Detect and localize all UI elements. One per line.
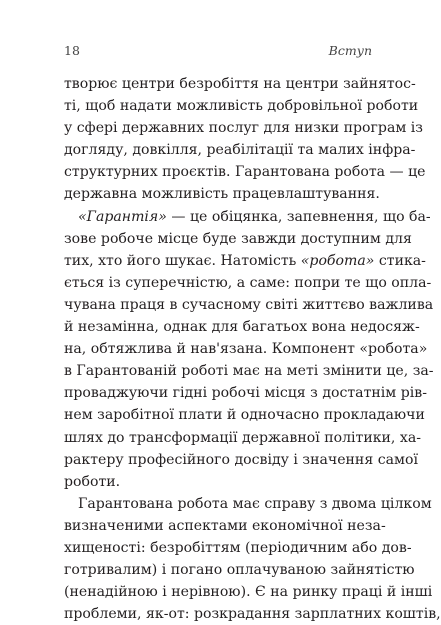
text-line: проваджуючи гідні робочі місця з достатнім рів- (64, 385, 427, 402)
text-line: творює центри безробіття на центри зайнятос- (64, 76, 416, 92)
text-line: хищеності: безробіттям (періодичним або дов- (64, 539, 412, 556)
body-text (64, 73, 441, 625)
page-number: 18 (64, 43, 80, 58)
text-line: тих, хто його шукає. Натомість «робота» стика- (64, 252, 426, 269)
text-line: шлях до трансформації державної політики, ха- (64, 429, 422, 446)
text-line: (ненадійною і нерівною). Є на ринку праці й інші (64, 584, 433, 601)
text-line: й незамінна, однак для багатьох вона недосяж- (64, 319, 420, 336)
text-line: Гарантована робота має справу з двома цілком (78, 495, 432, 512)
text-line: ється із суперечністю, а саме: попри те що опла- (64, 274, 432, 291)
section-title: Вступ (328, 43, 372, 58)
text-line: рактеру професійного досвіду і значення самої (64, 451, 418, 468)
running-header (64, 43, 372, 61)
text-line: «Гарантія» — це обіцянка, запевнення, що ба- (78, 208, 431, 225)
text-line: в Гарантованій роботі має на меті змінити це, за- (64, 363, 434, 380)
text-line: роботи. (64, 473, 121, 490)
text-line: державна можливість працевлаштування. (64, 186, 380, 203)
text-line: готривалим) і погано оплачуваною зайнятістю (64, 562, 415, 579)
text-line: структурних проєктів. Гарантована робота — це (64, 164, 426, 181)
text-line: нем заробітної плати й одночасно прокладаючи (64, 407, 425, 424)
text-line: визначеними аспектами економічної неза- (64, 517, 386, 534)
text-line: у сфері державних послуг для низки програм із (64, 120, 423, 137)
text-line: чувана праця в сучасному світі життєво важлива (64, 296, 434, 313)
text-line: проблеми, як-от: розкрадання зарплатних коштів, (64, 606, 441, 623)
text-line: зове робоче місце буде завжди доступним для (64, 230, 412, 247)
text-line: на, обтяжлива й нав'язана. Компонент «робота» (64, 341, 428, 358)
text-line: догляду, довкілля, реабілітації та малих інфра- (64, 142, 416, 159)
text-line: ті, щоб надати можливість добровільної роботи (64, 98, 419, 115)
